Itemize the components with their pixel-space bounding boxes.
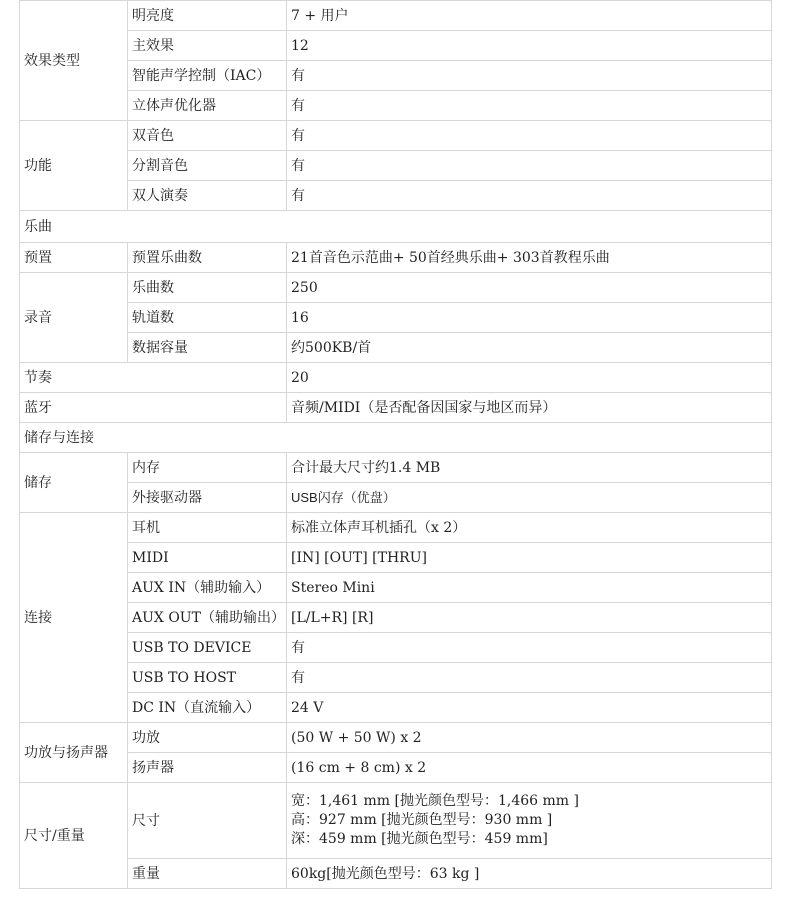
group-effect-type: 效果类型 <box>20 1 128 121</box>
table-row <box>20 31 772 61</box>
table-row <box>20 513 772 543</box>
row-label: AUX OUT（辅助输出） <box>128 603 287 633</box>
row-label: 功放 <box>128 723 287 753</box>
table-row <box>20 859 772 889</box>
row-value: 16 <box>287 303 772 333</box>
table-row <box>20 303 772 333</box>
section-header-storage: 储存与连接 <box>20 423 772 453</box>
table-row <box>20 91 772 121</box>
row-value: 有 <box>287 181 772 211</box>
table-row <box>20 61 772 91</box>
row-value: 7 + 用户 <box>287 1 772 31</box>
group-function: 功能 <box>20 121 128 211</box>
row-label: 双音色 <box>128 121 287 151</box>
row-value: 24 V <box>287 693 772 723</box>
group-amp-speakers: 功放与扬声器 <box>20 723 128 783</box>
row-value: 有 <box>287 121 772 151</box>
size-width: 宽：1,461 mm [抛光颜色型号：1,466 mm ] <box>291 793 579 809</box>
row-value: 有 <box>287 91 772 121</box>
table-row <box>20 573 772 603</box>
row-label: 扬声器 <box>128 753 287 783</box>
table-row <box>20 603 772 633</box>
row-label: 明亮度 <box>128 1 287 31</box>
row-value: 20 <box>287 363 772 393</box>
row-value: 60kg[抛光颜色型号：63 kg ] <box>287 859 772 889</box>
table-row <box>20 453 772 483</box>
row-label: MIDI <box>128 543 287 573</box>
table-row <box>20 783 772 859</box>
row-label: USB TO HOST <box>128 663 287 693</box>
row-value: [L/L+R] [R] <box>287 603 772 633</box>
row-value: [IN] [OUT] [THRU] <box>287 543 772 573</box>
row-value: 标准立体声耳机插孔（x 2） <box>287 513 772 543</box>
row-value: 合计最大尺寸约1.4 MB <box>287 453 772 483</box>
size-height: 高：927 mm [抛光颜色型号：930 mm ] <box>291 812 553 828</box>
table-row <box>20 693 772 723</box>
table-row <box>20 121 772 151</box>
row-label: 内存 <box>128 453 287 483</box>
group-connection: 连接 <box>20 513 128 723</box>
row-label: 重量 <box>128 859 287 889</box>
table-row <box>20 273 772 303</box>
row-value: 250 <box>287 273 772 303</box>
table-row <box>20 393 772 423</box>
table-row <box>20 333 772 363</box>
table-row <box>20 151 772 181</box>
row-label: 外接驱动器 <box>128 483 287 513</box>
table-row <box>20 1 772 31</box>
row-label: 轨道数 <box>128 303 287 333</box>
row-value: Stereo Mini <box>287 573 772 603</box>
row-label: 数据容量 <box>128 333 287 363</box>
table-row <box>20 543 772 573</box>
section-header-row <box>20 211 772 243</box>
row-value: USB闪存（优盘） <box>287 483 772 513</box>
row-label: 耳机 <box>128 513 287 543</box>
row-value: (16 cm + 8 cm) x 2 <box>287 753 772 783</box>
row-value: 有 <box>287 663 772 693</box>
table-row <box>20 753 772 783</box>
row-value: 12 <box>287 31 772 61</box>
row-value: 音频/MIDI（是否配备因国家与地区而异） <box>287 393 772 423</box>
row-label: 尺寸 <box>128 783 287 859</box>
table-row <box>20 723 772 753</box>
group-preset: 预置 <box>20 243 128 273</box>
table-row <box>20 363 772 393</box>
section-header-row <box>20 423 772 453</box>
row-value: 21首音色示范曲+ 50首经典乐曲+ 303首教程乐曲 <box>287 243 772 273</box>
row-label: USB TO DEVICE <box>128 633 287 663</box>
row-label: 乐曲数 <box>128 273 287 303</box>
group-dimensions-weight: 尺寸/重量 <box>20 783 128 889</box>
spec-table <box>19 0 772 889</box>
row-value: 约500KB/首 <box>287 333 772 363</box>
row-value: 有 <box>287 633 772 663</box>
row-label: DC IN（直流输入） <box>128 693 287 723</box>
row-value: (50 W + 50 W) x 2 <box>287 723 772 753</box>
row-label: 分割音色 <box>128 151 287 181</box>
row-label: 主效果 <box>128 31 287 61</box>
row-value: 有 <box>287 151 772 181</box>
row-label: 双人演奏 <box>128 181 287 211</box>
size-value <box>287 783 772 859</box>
table-row <box>20 663 772 693</box>
row-value: 有 <box>287 61 772 91</box>
size-depth: 深：459 mm [抛光颜色型号：459 mm] <box>291 831 548 847</box>
section-header-songs: 乐曲 <box>20 211 772 243</box>
table-row <box>20 633 772 663</box>
row-label: 立体声优化器 <box>128 91 287 121</box>
row-label: 预置乐曲数 <box>128 243 287 273</box>
table-row <box>20 483 772 513</box>
table-row <box>20 181 772 211</box>
row-label: 智能声学控制（IAC） <box>128 61 287 91</box>
row-label: AUX IN（辅助输入） <box>128 573 287 603</box>
group-storage: 储存 <box>20 453 128 513</box>
table-row <box>20 243 772 273</box>
row-label-bluetooth: 蓝牙 <box>20 393 287 423</box>
row-label-rhythm: 节奏 <box>20 363 287 393</box>
group-recording: 录音 <box>20 273 128 363</box>
